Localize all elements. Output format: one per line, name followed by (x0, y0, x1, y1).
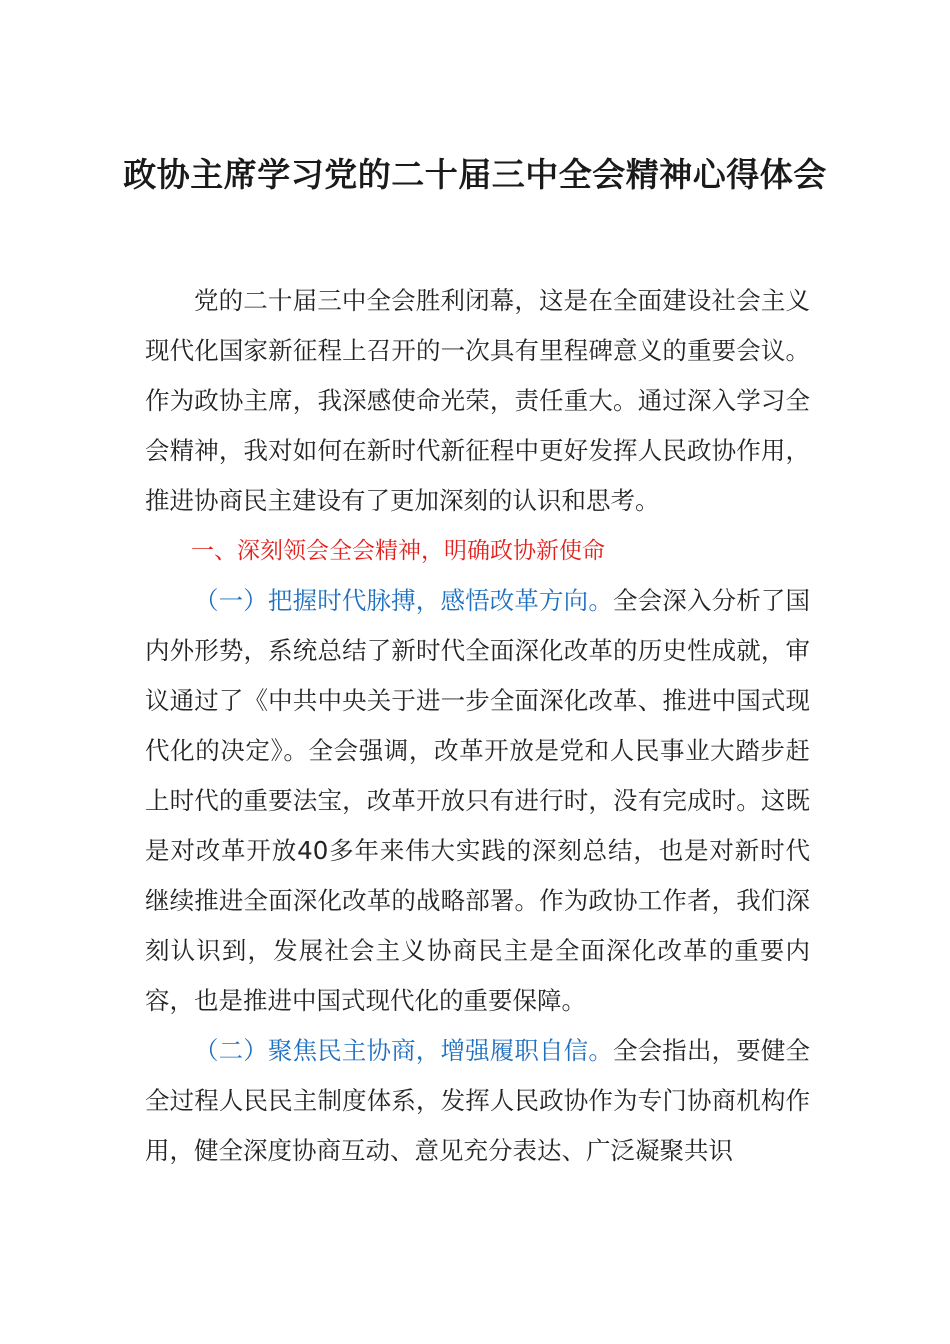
document-title: 政协主席学习党的二十届三中全会精神心得体会 (123, 155, 827, 194)
intro-paragraph: 党的二十届三中全会胜利闭幕，这是在全面建设社会主义现代化国家新征程上召开的一次具有里程碑意义的重要会议。作为政协主席，我深感使命光荣，责任重大。通过深入学习全会精神，我对如何在新时代新征程中更好发挥人民政协作用，推进协商民主建设有了更加深刻的认识和思考。 (145, 286, 810, 515)
section-heading: 一、深刻领会全会精神，明确政协新使命 (191, 538, 605, 564)
subsection-text-2: 全会指出，要健全全过程人民民主制度体系，发挥人民政协作为专门协商机构作用，健全深度协商互动、意见充分表达、广泛凝聚共识 (145, 1036, 811, 1165)
subsection-paragraph-2 (145, 1026, 810, 1176)
subsection-heading-1: （一）把握时代脉搏，感悟改革方向。 (194, 586, 613, 615)
subsection-paragraph-1 (145, 576, 810, 1026)
subsection-text-1: 全会深入分析了国内外形势，系统总结了新时代全面深化改革的历史性成就，审议通过了《中共中央关于进一步全面深化改革、推进中国式现代化的决定》。全会强调，改革开放是党和人民事业大踏步赶上时代的重要法宝，改革开放只有进行时，没有完成时。这既是对改革开放40多年来伟大实践的深刻总结，也是对新时代继续推进全面深化改革的战略部署。作为政协工作者，我们深刻认识到，发展社会主义协商民主是全面深化改革的重要内容，也是推进中国式现代化的重要保障。 (145, 586, 811, 1015)
subsection-heading-2: （二）聚焦民主协商，增强履职自信。 (194, 1036, 613, 1065)
document-body (145, 276, 810, 1176)
